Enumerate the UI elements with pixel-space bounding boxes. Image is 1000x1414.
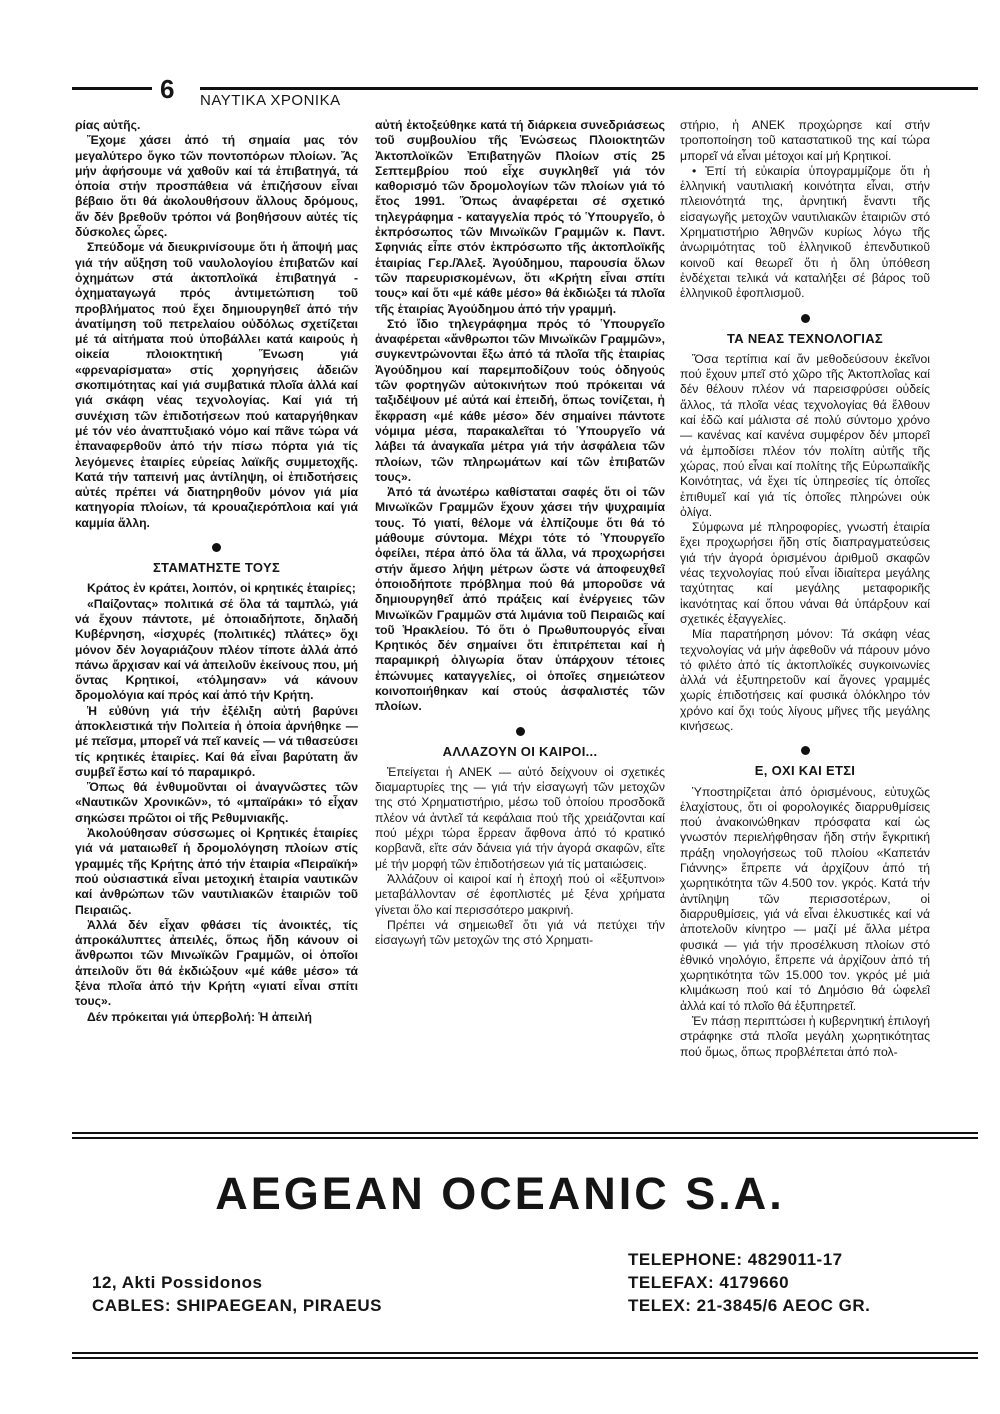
paragraph: Δέν πρόκειται γιά ὑπερβολή: Ἡ ἀπειλή	[87, 1009, 313, 1024]
paragraph: Ἀλλάζουν οἱ καιροί καί ἡ ἐποχή πού οἱ «ἔξυπνοι» μεταβάλλονταν σέ ἐφοπλιστές μέ ξένα χρήματα γίνεται ὅλο καί περισσότερο μακρινή.	[375, 871, 665, 917]
paragraph: Στό ἴδιο τηλεγράφημα πρός τό Ὑπουργεῖο ἀναφέρεται «ἄνθρωποι τῶν Μινωϊκῶν Γραμμῶν», συγκεντρώνονται ἔξω ἀπό τά πλοῖα τῆς ἑταιρίας Ἀγούδημου καί παρεμποδίζουν τούς ὁδηγούς τῶν φορτηγῶν αὐτοκινήτων πού πρόκειται νά ταξιδέψουν μέ αὐτά καί ἐπειδή, ὅπως τονίζεται, ἡ ἔκφραση «μέ κάθε μέσο» δέν σημαίνει πάντοτε νόμιμα μέσα, παρακαλεῖται τό Ὑπουργεῖο νά λάβει τά ἀναγκαῖα μέτρα γιά τήν ἀσφάλεια τῶν πλοίων, τῶν πληρωμάτων καί τῶν ἐπιβατῶν τους».	[375, 316, 665, 484]
advert-telefax: TELEFAX: 4179660	[628, 1273, 790, 1292]
paragraph: «Παίζοντας» πολιτικά σέ ὅλα τά ταμπλώ, γιά νά ἔχουν πάντοτε, μέ ὁποιαδήποτε, δηλαδή Κυβέρνηση, «ἰσχυρές (πολιτικές) πλάτες» ὄχι μόνον δέν λογαριάζουν πλέον τίποτε ἀλλά ἀπό πάνω ἄρχισαν καί νά ἀπειλοῦν ἐκείνους που, μή ὄντας Κρητικοί, «τόλμησαν» νά κάνουν δρομολόγια καί πρός καί ἀπό τήν Κρήτη.	[75, 596, 358, 703]
paragraph: Ὅσα τερτίπια καί ἄν μεθοδεύσουν ἐκεῖνοι πού ἔχουν μπεῖ στό χῶρο τῆς Ἀκτοπλοΐας καί δέν θέλουν πλέον νά παρεισφρύσει οὐδείς ἄλλος, τά πλοῖα νέας τεχνολογίας θά ἔλθουν καί ἐδῶ καί μάλιστα σέ πολύ σύντομο χρόνο — κανένας καί κανένα συμφέρον δέν μπορεῖ νά ἐμποδίσει πλέον τόν πολίτη αὐτῆς τῆς χώρας, πού εἶναι καί πολίτης τῆς Εὐρωπαϊκῆς Κοινότητας, νά ἔχει τίς ὑπηρεσίες τίς ὁποῖες ἐπιθυμεῖ καί γιά τίς ὁποῖες πληρώνει οὐκ ὀλίγα.	[680, 351, 930, 519]
publication-title: ΝΑΥΤΙΚΑ ΧΡΟΝΙΚΑ	[200, 92, 341, 109]
section-bullet	[801, 746, 810, 755]
advert-top-rule-1	[72, 1132, 978, 1134]
paragraph: Ἔχομε χάσει ἀπό τή σημαία μας τόν μεγαλύτερο ὄγκο τῶν ποντοπόρων πλοίων. Ἄς μήν ἀφήσουμε νά χαθοῦν καί τά ἐπιβατηγά, τά ὁποία στήν προσπάθεια νά ἐπιζήσουν εἶναι βέβαιο ὅτι θά ἀκολουθήσουν ἄλλους δρόμους, ἄν δέν βρεθοῦν τρόποι νά βοηθήσουν αὐτές τίς δύσκολες ὧρες.	[75, 133, 358, 240]
paragraph: Ἐν πάσῃ περιπτώσει ἡ κυβερνητική ἐπιλογή στράφηκε στά πλοῖα μεγάλη χωρητικότητας πού ὅμως, ὅπως προβλέπεται ἀπό πολ-	[680, 1014, 930, 1059]
advert-bottom-rule-1	[72, 1352, 978, 1354]
paragraph: Ἐπείγεται ἡ ΑΝΕΚ — αὐτό δείχνουν οἱ σχετικές διαμαρτυρίες της — γιά τήν εἰσαγωγή τῶν μετοχῶν της στό Χρηματιστήριο, μέσω τοῦ ὁποίου προσδοκᾶ πλέον νά ἀντλεῖ τά κεφάλαια πού τῆς χρειάζονται καί πού μέχρι τώρα ἔρρεαν ἄφθονα ἀπό τό κρατικό κορβανᾶ, εἴτε σάν δάνεια γιά τήν ἀγορά σκαφῶν, εἴτε μέ τήν μορφή τῶν ἐπιδοτήσεων γιά τίς ματαιώσεις.	[375, 764, 665, 871]
section-bullet	[212, 543, 221, 552]
paragraph: Ἀκολούθησαν σύσσωμες οἱ Κρητικές ἑταιρίες γιά νά ματαιωθεῖ ἡ δρομολόγηση πλοίων στίς γραμμές τῆς Κρήτης ἀπό τήν ἑταιρία «Πειραϊκή» πού οὐσιαστικά εἶναι μετοχική ἑταιρία ναυτικῶν καί ἀνθρώπων τῶν ναυτιλιακῶν ἑταιριῶν τοῦ Πειραιῶς.	[75, 826, 358, 917]
advert-address: 12, Akti Possidonos	[92, 1273, 263, 1292]
paragraph: αὐτή ἐκτοξεύθηκε κατά τή διάρκεια συνεδριάσεως τοῦ συμβουλίου τῆς Ἑνώσεως Πλοιοκτητῶν Ἀκτοπλοϊκῶν Ἐπιβατηγῶν Πλοίων στίς 25 Σεπτεμβρίου πού εἶχε συγκληθεῖ γιά τόν καθορισμό τῶν δρομολογίων τῶν πλοίων γιά τό ἔτος 1991. Ὅπως ἀναφέρεται σέ σχετικό τηλεγράφημα - καταγγελία πρός τό Ὑπουργεῖο, ὁ ἐκπρόσωπος τῶν Μινωϊκῶν Γραμμῶν κ. Παντ. Σφηνιάς εἶπε στόν ἐκπρόσωπο τῆς ἀκτοπλοϊκῆς ἑταιρίας Γερ./Ἀλεξ. Ἀγούδημου, παρουσία ὅλων τῶν παρευρισκομένων, ὅτι «Κρήτη εἶναι σπίτι τους» καί ὅτι «μέ κάθε μέσο» θά ἐκδιώξει τά πλοῖα τῆς ἑταιρίας Ἀγούδημου ἀπό τήν γραμμή.	[375, 118, 665, 316]
header-rule-left	[72, 87, 152, 90]
paragraph: Ἀπό τά ἀνωτέρω καθίσταται σαφές ὅτι οἱ τῶν Μινωϊκῶν Γραμμῶν ἔχουν χάσει τήν ψυχραιμία τους. Τό γιατί, θέλομε νά ἐλπίζουμε ὅτι θά τό μάθουμε σύντομα. Μέχρι τότε τό Ὑπουργεῖο ὀφείλει, πέρα ἀπό ὅλα τά ἄλλα, νά προχωρήσει στήν ἄμεσο λήψη μέτρων ὥστε νά ἀποφευχθεῖ ὁποιοδήποτε πρόβλημα πού θά μποροῦσε νά δημιουργηθεῖ ἀπό πράξεις καί ἐνέργειες τῶν Μινωϊκῶν Γραμμῶν στά λιμάνια τοῦ Πειραιῶς καί τοῦ Ἡρακλείου. Τό ὅτι ὁ Πρωθυπουργός εἶναι Κρητικός δέν σημαίνει ὅτι ἐπιτρέπεται καί ἡ παραμικρή ὀλιγωρία ὅταν ὑπάρχουν τέτοιες ἐπώνυμες καταγγελίες, οἱ ὁποῖες σημειώτεον κοινοποιήθηκαν καί στούς ἀσφαλιστές τῶν πλοίων.	[375, 485, 665, 714]
paragraph: • Ἐπί τή εὐκαιρία ὑπογραμμίζομε ὅτι ἡ ἑλληνική ναυτιλιακή κοινότητα εἶναι, στήν πλειονότητά της, ἀρνητική ἔναντι τῆς εἰσαγωγῆς μετοχῶν ναυτιλιακῶν ἑταιριῶν στό Χρηματιστήριο Ἀθηνῶν κυρίως λόγω τῆς ἀνωριμότητας τοῦ ἑλληνικοῦ ἐπενδυτικοῦ κοινοῦ καί θεωρεῖ ὅτι ἡ ὅλη ὑπόθεση ἐνδέχεται τελικά νά καταλήξει σέ βάρος τοῦ ἑλληνικοῦ ἐφοπλισμοῦ.	[680, 163, 930, 301]
section-bullet	[801, 314, 810, 323]
advert-cables: CABLES: SHIPAEGEAN, PIRAEUS	[92, 1296, 382, 1315]
paragraph: Ἡ εὐθύνη γιά τήν ἐξέλιξη αὐτή βαρύνει ἀποκλειστικά τήν Πολιτεία ἡ ὁποία ἀρνήθηκε — μέ πεῖσμα, μπορεῖ νά πεῖ κανείς — νά τιθασεύσει τίς κρητικές ἑταιρίες. Καί θά εἶναι βαρύτατη ἄν συμβεῖ ἔστω καί τό παραμικρό.	[75, 703, 358, 779]
article-column-2	[375, 118, 665, 1128]
section-heading: Ε, ΟΧΙ ΚΑΙ ΕΤΣΙ	[754, 763, 856, 779]
advert-bottom-rule-2	[72, 1357, 978, 1359]
section-heading: ΑΛΛΑΖΟΥΝ ΟΙ ΚΑΙΡΟΙ...	[442, 743, 598, 759]
paragraph: Κράτος ἐν κράτει, λοιπόν, οἱ κρητικές ἑταιρίες;	[87, 581, 356, 596]
article-column-1	[75, 118, 358, 1128]
paragraph: Ὅπως θά ἐνθυμοῦνται οἱ ἀναγνῶστες τῶν «Ναυτικῶν Χρονικῶν», τό «μπαϊράκι» τό εἶχαν σηκώσει πρῶτοι οἱ τῆς Ρεθυμνιακῆς.	[75, 780, 358, 825]
paragraph: Σύμφωνα μέ πληροφορίες, γνωστή ἑταιρία ἔχει προχωρήσει ἤδη στίς διαπραγματεύσεις γιά τήν ἀγορά ὁρισμένου ἀριθμοῦ σκαφῶν νέας τεχνολογίας πού εἶναι ἰδιαίτερα μεγάλης ταχύτητας καί μεγάλης μεταφορικῆς ἱκανότητας καί ὅπου νάναι θά ὑπάρξουν καί σχετικές ἐξαγγελίες.	[680, 520, 930, 626]
paragraph: Μία παρατήρηση μόνον: Τά σκάφη νέας τεχνολογίας νά μήν ἀφεθοῦν νά πάρουν μόνο τό φιλέτο ἀπό τίς ἀκτοπλοϊκές συγκοινωνίες ἀλλά νά ἐξυπηρετοῦν καί ἄγονες γραμμές χωρίς ἐπιδοτήσεις καί φυσικά ὁλόκληρο τόν χρόνο καί ὄχι τούς λίγους μῆνες τῆς μεγάλης κινήσεως.	[680, 627, 930, 733]
paragraph: ρίας αὐτῆς.	[75, 118, 141, 132]
page-number: 6	[160, 74, 175, 104]
section-heading: ΣΤΑΜΑΤΗΣΤΕ ΤΟΥΣ	[152, 560, 281, 576]
advert-company-name: AEGEAN OCEANIC S.A.	[215, 1168, 785, 1219]
paragraph: στήριο, ἡ ΑΝΕΚ προχώρησε καί στήν τροποποίηση τοῦ καταστατικοῦ της καί τώρα μπορεῖ νά εἶναι μέτοχοι καί μή Κρητικοί.	[680, 118, 930, 163]
advert-telex: TELEX: 21-3845/6 AEOC GR.	[628, 1296, 871, 1315]
section-bullet	[516, 727, 525, 736]
paragraph: Σπεύδομε νά διευκρινίσουμε ὅτι ἡ ἄποψή μας γιά τήν αὔξηση τοῦ ναυλολογίου ἐπιβατῶν καί ὀχημάτων στά ἀκτοπλοϊκά ἐπιβατηγά - ὀχηματαγωγά πρός ἀντιμετώπιση τοῦ προβλήματος πού ἔχει δημιουργηθεῖ ἀπό τήν ἀνατίμηση τοῦ πετρελαίου οὐδόλως σχετίζεται μέ τά αἰτήματα πού ὑποβάλλει κατά καιρούς ἡ οἰκεία πλοιοκτητική Ἕνωση γιά «φρεναρίσματα» στίς χορηγήσεις ἀδειῶν σκοπιμότητας καί γιά συμβατικά πλοῖα ἀλλά καί γιά σκάφη νέας τεχνολογίας. Καί γιά τή συνέχιση τῶν ἐπιδοτήσεων πού καταργήθηκαν μέ τόν νέο ἀναπτυξιακό νόμο καί πᾶνε τώρα νά ἐπαναφερθοῦν ἀπό τήν πίσω πόρτα γιά τίς λεγόμενες ἑταιρίες εὐρείας λαϊκῆς συμμετοχῆς. Κατά τήν ταπεινή μας ἀντίληψη, οἱ ἐπιδοτήσεις αὐτές πρέπει νά διατηρηθοῦν μόνον γιά μία κατηγορία πλοίων, τά κρουαζιερόπλοια καί γιά καμμία ἄλλη.	[75, 240, 358, 530]
advert-top-rule-2	[72, 1137, 978, 1139]
paragraph: Ὑποστηρίζεται ἀπό ὁρισμένους, εὐτυχῶς ἐλαχίστους, ὅτι οἱ φορολογικές διαρρυθμίσεις πού ἀνακοινώθηκαν πρόσφατα καί ὡς γνωστόν περιελήφθησαν ἤδη στήν ἔγκριτική πράξη νηολογήσεως τοῦ πλοίου «Καπετάν Γιάννης» ἔπρεπε νά ἀρχίζουν ἀπό τή χωρητικότητα τῶν 4.500 τον. γκρός. Κατά τήν ἀντίληψη τῶν περισσοτέρων, οἱ διαρρυθμίσεις, γιά νά εἶναι ἑλκυστικές καί νά ἀποτελοῦν κίνητρο — μαζί μέ ἄλλα μέτρα φυσικά — γιά τήν προσέλκυση πλοίων στό ἐθνικό νηολόγιο, ἔπρεπε νά ἀρχίζουν ἀπό τή χωρητικότητα τῶν 15.000 τον. γκρός μέ μιά κλιμάκωση πού καί τό Δημόσιο θά ὠφελεῖ ἀλλά καί τό πλοῖο θά ἐξυπηρετεῖ.	[680, 784, 930, 1013]
article-column-3	[680, 118, 930, 1128]
section-heading: ΤΑ ΝΕΑΣ ΤΕΧΝΟΛΟΓΙΑΣ	[726, 330, 884, 346]
header-rule-right	[200, 87, 978, 90]
advert-telephone: TELEPHONE: 4829011-17	[628, 1250, 843, 1269]
paragraph: Πρέπει νά σημειωθεῖ ὅτι γιά νά πετύχει τήν εἰσαγωγή τῶν μετοχῶν της στό Χρηματι-	[375, 917, 665, 948]
paragraph: Ἀλλά δέν εἶχαν φθάσει τίς ἀνοικτές, τίς ἀπροκάλυπτες ἀπειλές, ὅπως ἤδη κάνουν οἱ ἄνθρωποι τῶν Μινωϊκῶν Γραμμῶν, οἱ ὁποῖοι ἀπειλοῦν ὅτι θά ἐκδιώξουν «μέ κάθε μέσο» τά ξένα πλοῖα ἀπό τήν Κρήτη «γιατί εἶναι σπίτι τους».	[75, 917, 358, 1009]
